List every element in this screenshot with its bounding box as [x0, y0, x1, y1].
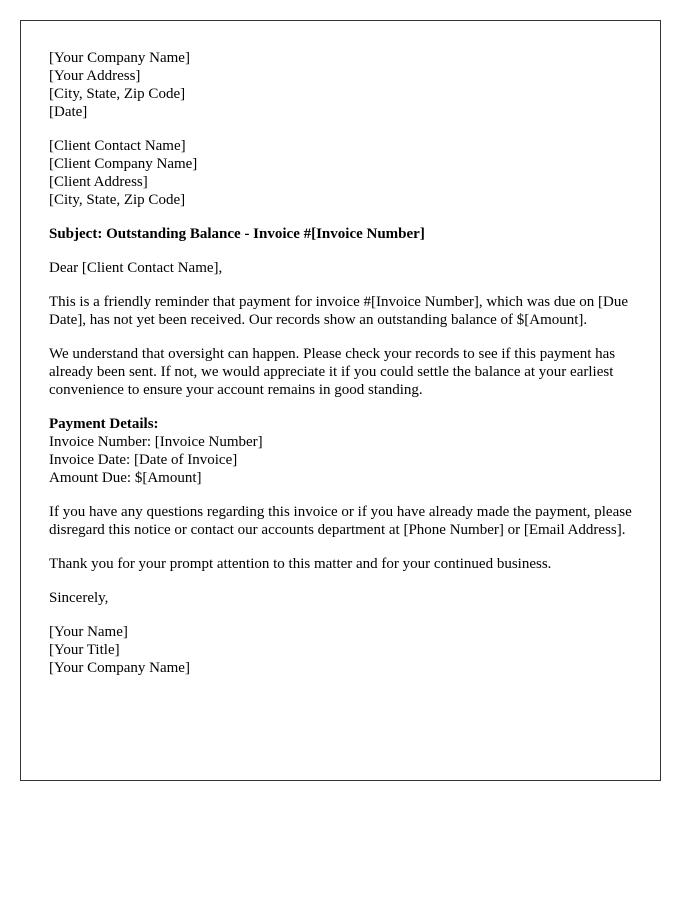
- sender-block: [49, 49, 632, 121]
- invoice-number: Invoice Number: [Invoice Number]: [49, 434, 263, 450]
- signature-block: [49, 623, 632, 677]
- amount-due: Amount Due: $[Amount]: [49, 470, 202, 486]
- paragraph-contact: If you have any questions regarding this invoice or if you have already made the payment, please disregard this notice or contact our accounts department at [Phone Number] or [Email Address].: [49, 504, 632, 538]
- recipient-address: [Client Address]: [49, 174, 148, 190]
- paragraph-request: We understand that oversight can happen. Please check your records to see if this payment has already been sent. If not, we would appreciate it if you could settle the balance at your earliest convenience to ensure your account remains in good standing.: [49, 346, 616, 398]
- recipient-name: [Client Contact Name]: [49, 138, 186, 154]
- recipient-block: [49, 137, 632, 209]
- subject-line: [49, 225, 632, 243]
- sender-company: [Your Company Name]: [49, 50, 190, 66]
- invoice-date: Invoice Date: [Date of Invoice]: [49, 452, 238, 468]
- letter-date: [Date]: [49, 104, 88, 120]
- closing: Sincerely,: [49, 590, 109, 606]
- sender-city: [City, State, Zip Code]: [49, 86, 186, 102]
- salutation: Dear [Client Contact Name],: [49, 260, 223, 276]
- recipient-company: [Client Company Name]: [49, 156, 198, 172]
- payment-details: [49, 415, 632, 487]
- sender-address: [Your Address]: [49, 68, 141, 84]
- signature-name: [Your Name]: [49, 624, 128, 640]
- signature-title: [Your Title]: [49, 642, 120, 658]
- payment-details-heading: Payment Details:: [49, 416, 159, 432]
- recipient-city: [City, State, Zip Code]: [49, 192, 186, 208]
- subject-text: Subject: Outstanding Balance - Invoice #[Invoice Number]: [49, 226, 425, 242]
- paragraph-thanks: Thank you for your prompt attention to this matter and for your continued business.: [49, 556, 552, 572]
- signature-company: [Your Company Name]: [49, 660, 190, 676]
- letter: [20, 20, 661, 781]
- paragraph-reminder: This is a friendly reminder that payment for invoice #[Invoice Number], which was due on [Due Date], has not yet been received. Our records show an outstanding balance of $[Amount].: [49, 294, 628, 328]
